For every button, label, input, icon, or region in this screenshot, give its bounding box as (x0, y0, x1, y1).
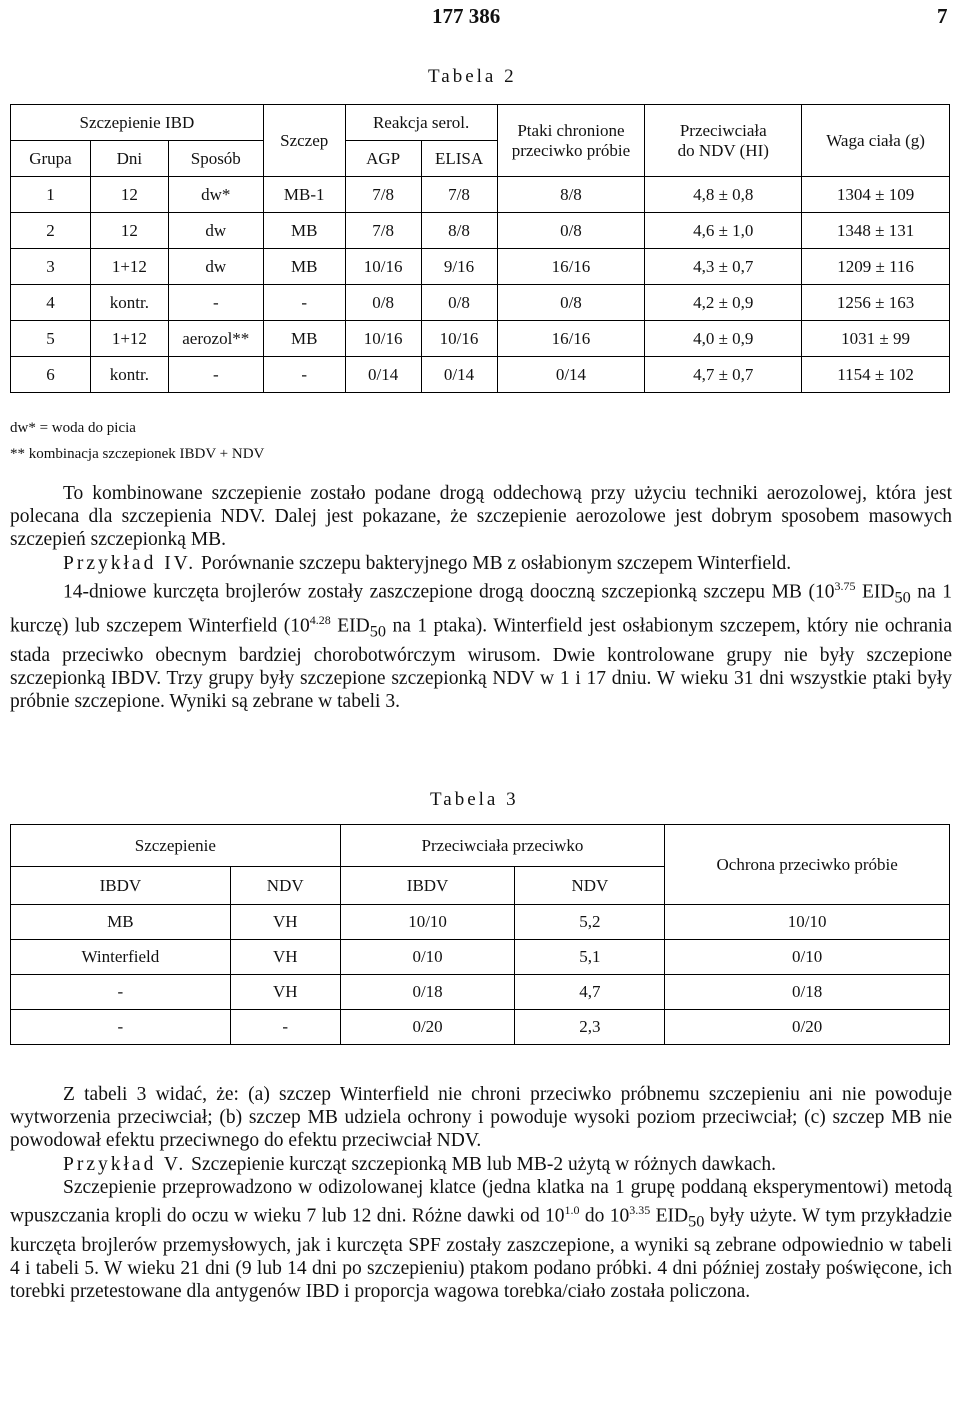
paragraph-example-5 (10, 1153, 952, 1176)
th-przeciwciala-l2: do NDV (HI) (677, 140, 769, 160)
t2-p3-part-b: do 10 (579, 1205, 630, 1227)
table2-cell: 0/14 (421, 357, 497, 393)
table2-row (11, 177, 950, 213)
table2-cell: 10/16 (345, 321, 421, 357)
table3-cell: VH (230, 905, 340, 940)
paragraph-example-4 (10, 552, 952, 575)
table3-row (11, 905, 950, 940)
t3-th-ndv-2: NDV (515, 867, 665, 905)
table3-cell: 10/10 (340, 905, 515, 940)
th-szczepienie-ibd: Szczepienie IBD (11, 105, 264, 141)
table3-cell: - (11, 1010, 231, 1045)
t2-p3-part-a: Szczepienie przeprowadzono w odizolowanej klatce (jedna klatka na 1 grupę poddaną eksperymentowi) metodą wpuszczania kropli do oczu w wieku 7 lub 12 dni. Różne dawki od 10 (10, 1176, 952, 1227)
t3-th-szczepienie: Szczepienie (11, 825, 341, 867)
t2-p3-exp-2: 3.35 (629, 1203, 651, 1218)
table2-cell: 5 (11, 321, 91, 357)
table2-cell: - (263, 285, 345, 321)
table2-cell: - (168, 357, 263, 393)
t2-p3-part-d: były użyte. W tym przykładzie kurczęta brojlerów przemysłowych, jak i kurczęta SPF zostały zaszczepione, a wyniki są zebrane odpowiednio w tabeli 4 i tabeli 5. W wieku 21 dni (9 lub 14 dni po szczepieniu) ptakom podano próbki. 4 dni później zostały poświęcone, ich torebki przetestowane dla antygenów IBD i proporcja wagowa torebka/ciało została policzona. (10, 1205, 952, 1303)
th-dni: Dni (90, 141, 168, 177)
footnote-2: ** kombinacja szczepionek IBDV + NDV (10, 446, 265, 462)
th-przeciwciala (645, 105, 802, 177)
example-5-label: Przykład V. (63, 1153, 187, 1175)
table2-cell: MB (263, 321, 345, 357)
table2-cell: dw* (168, 177, 263, 213)
t2-p3-part-c: EID (650, 1205, 689, 1227)
table2-cell: 7/8 (345, 177, 421, 213)
t2-p3-sub: 50 (688, 1212, 705, 1231)
table2-cell: 1154 ± 102 (802, 357, 950, 393)
example-5-title: Szczepienie kurcząt szczepionką MB lub MB-2 użytą w różnych dawkach. (191, 1153, 776, 1175)
p3-sub-2: 50 (369, 622, 386, 641)
table2-cell: MB (263, 249, 345, 285)
table2-cell: 12 (90, 213, 168, 249)
t3-th-ochrona: Ochrona przeciwko próbie (665, 825, 950, 905)
th-szczep: Szczep (263, 105, 345, 177)
table2-cell: 1 (11, 177, 91, 213)
table2-cell: 0/14 (345, 357, 421, 393)
table2-cell: 1+12 (90, 321, 168, 357)
table3-cell: 4,7 (515, 975, 665, 1010)
table2-cell: 10/16 (345, 249, 421, 285)
p3-exp-2: 4.28 (309, 613, 331, 628)
table2-cell: 7/8 (421, 177, 497, 213)
p3-part-d: EID (330, 615, 370, 637)
t2-p3-exp-1: 1.0 (564, 1203, 580, 1218)
table2-cell: 1304 ± 109 (802, 177, 950, 213)
table3-cell: VH (230, 940, 340, 975)
table3-cell: 0/10 (665, 940, 950, 975)
table2-cell: 2 (11, 213, 91, 249)
table2-cell: 4,0 ± 0,9 (645, 321, 802, 357)
table3-cell: 5,1 (515, 940, 665, 975)
table2-cell: dw (168, 249, 263, 285)
table2-cell: 1031 ± 99 (802, 321, 950, 357)
paragraph-conclusions: Z tabeli 3 widać, że: (a) szczep Winterfield nie chroni przeciwko próbnemu szczepieniu ani nie powoduje wytworzenia przeciwciał; (b) szczep MB udziela ochrony i powoduje wysoki poziom przeciwciał; (c) szczep MB nie powodował efektu przeciwnego do efektu przeciwciał NDV. (10, 1084, 952, 1152)
table2-cell: 6 (11, 357, 91, 393)
th-ptaki (497, 105, 645, 177)
paragraph-aerosol: To kombinowane szczepienie zostało podane drogą oddechową przy użyciu techniki aerozolowej, która jest polecana dla szczepienia NDV. Dalej jest pokazane, że szczepienie aerozolowe jest dobrym sposobem masowych szczepień szczepionką MB. (10, 483, 952, 551)
table3-cell: 0/18 (340, 975, 515, 1010)
table2-cell: 16/16 (497, 249, 645, 285)
table3-cell: 0/10 (340, 940, 515, 975)
table2-cell: 8/8 (497, 177, 645, 213)
table2-cell: 10/16 (421, 321, 497, 357)
th-grupa: Grupa (11, 141, 91, 177)
table2-cell: 16/16 (497, 321, 645, 357)
th-sposob: Sposób (168, 141, 263, 177)
table2-cell: 1256 ± 163 (802, 285, 950, 321)
table3-cell: 0/20 (340, 1010, 515, 1045)
footnote-1: dw* = woda do picia (10, 420, 136, 436)
p3-part-c: na 1 kurczę) lub szczepem Winterfield (10 (10, 581, 953, 637)
table3-row (11, 940, 950, 975)
p3-part-e: na 1 ptaka). Winterfield jest osłabionym szczepem, który nie ochrania stada przeciwko obecnym bardziej chorobotwórczym wirusom. Dwie kontrolowane grupy nie były szczepione szczepionką IBDV. Trzy grupy były szczepione szczepionką NDV w 1 i 17 dniu. W wieku 31 dni wszystkie ptaki były próbnie szczepione. Wyniki są zebrane w tabeli 3. (10, 615, 952, 713)
table3-cell: - (11, 975, 231, 1010)
paragraph-mb-winterfield (10, 575, 952, 714)
table2-row (11, 249, 950, 285)
table2-cell: - (263, 357, 345, 393)
table3-row (11, 975, 950, 1010)
p3-exp-1: 3.75 (834, 578, 856, 593)
table2-cell: 12 (90, 177, 168, 213)
example-4-title: Porównanie szczepu bakteryjnego MB z osłabionym szczepem Winterfield. (201, 552, 792, 574)
table2-cell: 7/8 (345, 213, 421, 249)
paragraph-doses (10, 1176, 952, 1303)
th-ptaki-l2: przeciwko próbie (511, 140, 631, 160)
table2-cell: 1348 ± 131 (802, 213, 950, 249)
text-block-2 (10, 1083, 952, 1303)
t3-th-ibdv-1: IBDV (11, 867, 231, 905)
th-przeciwciala-l1: Przeciwciała (679, 120, 767, 140)
example-4-label: Przykład IV. (63, 552, 197, 574)
th-elisa: ELISA (421, 141, 497, 177)
p3-part-a: 14-dniowe kurczęta brojlerów zostały zaszczepione drogą dooczną szczepionką szczepu MB (10 (63, 581, 835, 603)
table2-cell: - (168, 285, 263, 321)
th-waga: Waga ciała (g) (802, 105, 950, 177)
page-number: 7 (937, 4, 948, 28)
table2-cell: kontr. (90, 285, 168, 321)
table2-cell: 4,7 ± 0,7 (645, 357, 802, 393)
table3-cell: 10/10 (665, 905, 950, 940)
table2-cell: MB-1 (263, 177, 345, 213)
table3-cell: 0/20 (665, 1010, 950, 1045)
table2-cell: 0/14 (497, 357, 645, 393)
table2-cell: 3 (11, 249, 91, 285)
table2-cell: 0/8 (497, 213, 645, 249)
p3-sub-1: 50 (894, 588, 911, 607)
table2-row (11, 213, 950, 249)
table2 (10, 104, 950, 393)
t3-th-ibdv-2: IBDV (340, 867, 515, 905)
table2-cell: 1+12 (90, 249, 168, 285)
table3-cell: Winterfield (11, 940, 231, 975)
table2-caption: Tabela 2 (428, 66, 517, 87)
table3 (10, 824, 950, 1045)
table2-cell: 4,8 ± 0,8 (645, 177, 802, 213)
table2-row (11, 357, 950, 393)
table2-row (11, 285, 950, 321)
table2-cell: 4,2 ± 0,9 (645, 285, 802, 321)
table2-cell: MB (263, 213, 345, 249)
table2-cell: 4,3 ± 0,7 (645, 249, 802, 285)
th-reakcja: Reakcja serol. (345, 105, 497, 141)
table3-row (11, 1010, 950, 1045)
table2-cell: 4 (11, 285, 91, 321)
table3-cell: - (230, 1010, 340, 1045)
table2-row (11, 321, 950, 357)
table3-cell: 5,2 (515, 905, 665, 940)
th-agp: AGP (345, 141, 421, 177)
table3-caption: Tabela 3 (430, 789, 519, 810)
t3-th-ndv-1: NDV (230, 867, 340, 905)
table2-cell: 0/8 (421, 285, 497, 321)
table3-cell: VH (230, 975, 340, 1010)
table2-cell: aerozol** (168, 321, 263, 357)
th-ptaki-l1: Ptaki chronione (517, 120, 625, 140)
patent-number: 177 386 (432, 4, 501, 28)
table3-cell: 0/18 (665, 975, 950, 1010)
table2-cell: 0/8 (345, 285, 421, 321)
table2-cell: kontr. (90, 357, 168, 393)
table3-cell: 2,3 (515, 1010, 665, 1045)
t3-th-przeciwciala: Przeciwciała przeciwko (340, 825, 665, 867)
p3-part-b: EID (855, 581, 895, 603)
table2-cell: 9/16 (421, 249, 497, 285)
table2-cell: 0/8 (497, 285, 645, 321)
text-block-1 (10, 482, 952, 714)
table2-cell: 4,6 ± 1,0 (645, 213, 802, 249)
table3-cell: MB (11, 905, 231, 940)
table2-cell: 1209 ± 116 (802, 249, 950, 285)
table2-cell: dw (168, 213, 263, 249)
table2-cell: 8/8 (421, 213, 497, 249)
